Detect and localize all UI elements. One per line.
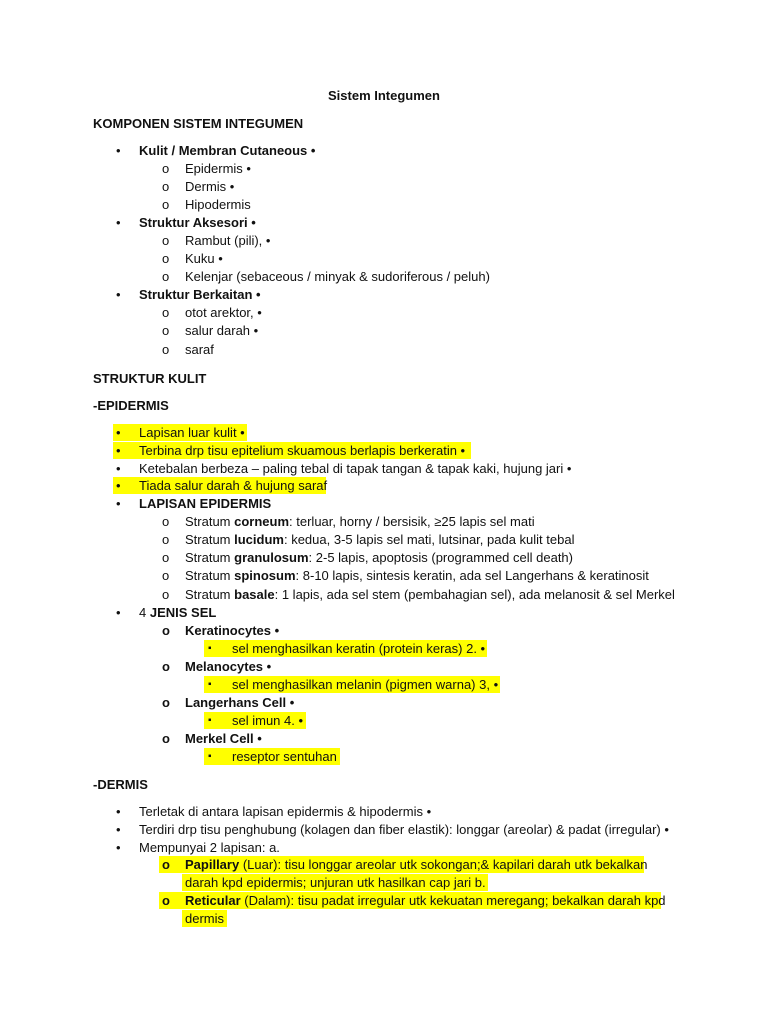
bullet-icon: • [116, 496, 121, 511]
list-item: • Terletak di antara lapisan epidermis & hipodermis • [116, 804, 432, 819]
circle-bullet-icon: o [162, 568, 170, 583]
circle-bullet-icon: o [162, 514, 170, 529]
list-item: o Papillary (Luar): tisu longgar areolar utk sokongan;& kapilari darah utk bekalkan [162, 857, 648, 872]
list-item: o Stratum spinosum: 8-10 lapis, sintesis keratin, ada sel Langerhans & keratinosit [162, 568, 649, 583]
bullet-icon: • [116, 425, 121, 440]
circle-bullet-icon: o [162, 857, 170, 872]
square-bullet-icon: ▪ [208, 679, 212, 690]
circle-bullet-icon: o [162, 233, 170, 248]
list-item: o Hipodermis [162, 197, 251, 212]
list-item: o Stratum corneum: terluar, horny / bersisik, ≥25 lapis sel mati [162, 514, 535, 529]
epidermis-heading: -EPIDERMIS [93, 398, 169, 413]
list-item: • Mempunyai 2 lapisan: a. [116, 840, 280, 855]
list-item: • Ketebalan berbeza – paling tebal di tapak tangan & tapak kaki, hujung jari • [116, 461, 572, 476]
list-item-continuation: dermis [185, 911, 225, 926]
circle-bullet-icon: o [162, 532, 170, 547]
bullet-icon: • [116, 478, 121, 493]
list-item: ▪ sel imun 4. • [208, 713, 304, 728]
list-item: • Lapisan luar kulit • [116, 425, 245, 440]
list-item: o Melanocytes • [162, 659, 272, 674]
list-item: • Terbina drp tisu epitelium skuamous berlapis berkeratin • [116, 443, 466, 458]
list-item: ▪ reseptor sentuhan [208, 749, 337, 764]
list-item: o Merkel Cell • [162, 731, 262, 746]
bullet-icon: • [116, 804, 121, 819]
list-item: o Stratum granulosum: 2-5 lapis, apoptosis (programmed cell death) [162, 550, 573, 565]
bullet-icon: • [116, 215, 121, 230]
circle-bullet-icon: o [162, 305, 170, 320]
circle-bullet-icon: o [162, 197, 170, 212]
page-title: Sistem Integumen [328, 88, 440, 103]
list-item: o otot arektor, • [162, 305, 262, 320]
bullet-icon: • [116, 605, 121, 620]
bullet-icon: • [116, 840, 121, 855]
circle-bullet-icon: o [162, 587, 170, 602]
circle-bullet-icon: o [162, 623, 170, 638]
list-item: o Kuku • [162, 251, 223, 266]
circle-bullet-icon: o [162, 550, 170, 565]
list-item: • LAPISAN EPIDERMIS [116, 496, 272, 511]
list-item: ▪ sel menghasilkan keratin (protein keras) 2. • [208, 641, 486, 656]
list-item: • Kulit / Membran Cutaneous • [116, 143, 316, 158]
list-item: o Stratum lucidum: kedua, 3-5 lapis sel mati, lutsinar, pada kulit tebal [162, 532, 575, 547]
circle-bullet-icon: o [162, 731, 170, 746]
komponen-heading: KOMPONEN SISTEM INTEGUMEN [93, 116, 304, 131]
list-item: • Terdiri drp tisu penghubung (kolagen dan fiber elastik): longgar (areolar) & padat (irregular) • [116, 822, 669, 837]
square-bullet-icon: ▪ [208, 751, 212, 762]
bullet-icon: • [116, 822, 121, 837]
circle-bullet-icon: o [162, 695, 170, 710]
square-bullet-icon: ▪ [208, 643, 212, 654]
list-item: o Stratum basale: 1 lapis, ada sel stem (pembahagian sel), ada melanosit & sel Merkel [162, 587, 675, 602]
dermis-heading: -DERMIS [93, 777, 148, 792]
circle-bullet-icon: o [162, 323, 170, 338]
square-bullet-icon: ▪ [208, 715, 212, 726]
circle-bullet-icon: o [162, 179, 170, 194]
bullet-icon: • [116, 443, 121, 458]
list-item: o saraf [162, 342, 214, 357]
list-item: o Langerhans Cell • [162, 695, 295, 710]
bullet-icon: • [116, 287, 121, 302]
list-item: o Kelenjar (sebaceous / minyak & sudoriferous / peluh) [162, 269, 490, 284]
circle-bullet-icon: o [162, 893, 170, 908]
circle-bullet-icon: o [162, 269, 170, 284]
circle-bullet-icon: o [162, 342, 170, 357]
bullet-icon: • [116, 461, 121, 476]
list-item: o Epidermis • [162, 161, 251, 176]
list-item: o Dermis • [162, 179, 235, 194]
list-item-continuation: darah kpd epidermis; unjuran utk hasilkan cap jari b. [185, 875, 486, 890]
list-item: o Reticular (Dalam): tisu padat irregular utk kekuatan meregang; bekalkan darah kpd [162, 893, 666, 908]
circle-bullet-icon: o [162, 659, 170, 674]
list-item: • Struktur Berkaitan • [116, 287, 261, 302]
list-item: • Tiada salur darah & hujung saraf [116, 478, 328, 493]
list-item: o Rambut (pili), • [162, 233, 271, 248]
list-item: • Struktur Aksesori • [116, 215, 256, 230]
struktur-kulit-heading: STRUKTUR KULIT [93, 371, 207, 386]
bullet-icon: • [116, 143, 121, 158]
list-item: • 4 JENIS SEL [116, 605, 217, 620]
list-item: ▪ sel menghasilkan melanin (pigmen warna) 3, • [208, 677, 499, 692]
circle-bullet-icon: o [162, 161, 170, 176]
circle-bullet-icon: o [162, 251, 170, 266]
list-item: o salur darah • [162, 323, 259, 338]
list-item: o Keratinocytes • [162, 623, 280, 638]
